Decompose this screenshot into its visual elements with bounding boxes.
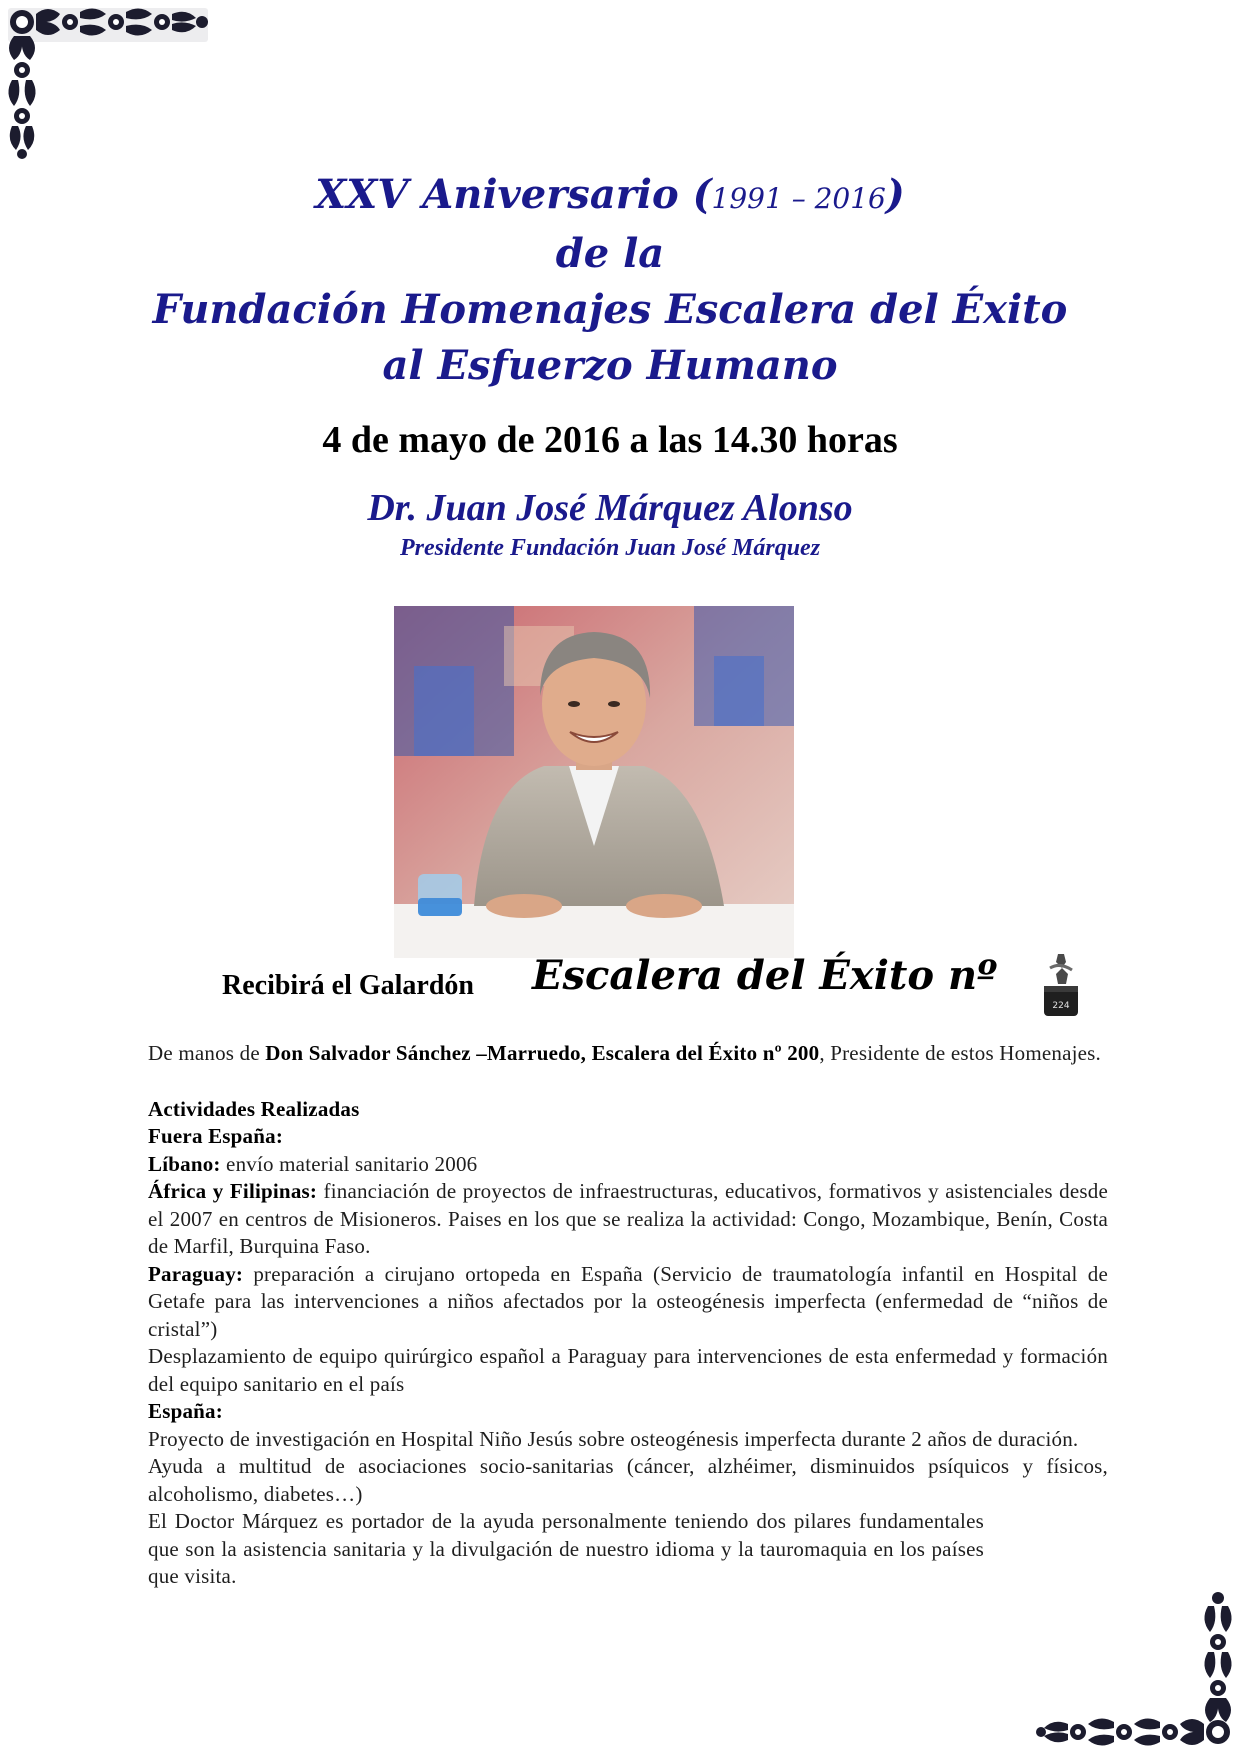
ornament-corner-bottom-right-icon bbox=[1035, 1584, 1240, 1754]
ornament-corner-top-left-icon bbox=[0, 0, 215, 160]
honoree-name: Dr. Juan José Márquez Alonso bbox=[367, 487, 853, 529]
title-block bbox=[0, 168, 1220, 394]
trophy-icon bbox=[1034, 950, 1088, 1020]
trophy-number: 224 bbox=[1052, 1001, 1070, 1011]
africa-item: África y Filipinas: financiación de proyectos de infraestructuras, educativos, formativos y asistenciales desde el 2007 en centros de Misioneros. Paises en los que se realiza la actividad: Congo, Mozambique, Benín, Costa de Marfil, Burquina Faso. bbox=[148, 1179, 1108, 1258]
honoree-photo bbox=[394, 606, 794, 958]
title-line-2: de la bbox=[555, 230, 665, 277]
title-line-4: al Esfuerzo Humano bbox=[382, 342, 838, 389]
presenter-name: Don Salvador Sánchez –Marruedo, Escalera del Éxito nº 200 bbox=[265, 1041, 820, 1065]
spain-heading: España: bbox=[148, 1399, 223, 1423]
event-date: 4 de mayo de 2016 a las 14.30 horas bbox=[322, 419, 898, 461]
title-years: 1991 – 2016 bbox=[711, 182, 886, 215]
award-line bbox=[222, 950, 1102, 1020]
title-line-1: XXV Aniversario (1991 – 2016) bbox=[315, 171, 905, 218]
lebanon-item: Líbano: envío material sanitario 2006 bbox=[148, 1151, 478, 1176]
body-text bbox=[148, 1040, 1108, 1591]
spain-item-1: Proyecto de investigación en Hospital Niño Jesús sobre osteogénesis imperfecta durante 2 años de duración. bbox=[148, 1426, 1079, 1451]
outside-spain-heading: Fuera España: bbox=[148, 1124, 284, 1148]
closing-paragraph: El Doctor Márquez es portador de la ayuda personalmente teniendo dos pilares fundamentales que son la asistencia sanitaria y la divulgación de nuestro idioma y la tauromaquia en los países que visita. bbox=[148, 1509, 984, 1588]
paraguay-item-2: Desplazamiento de equipo quirúrgico español a Paraguay para intervenciones de esta enfermedad y formación del equipo sanitario en el país bbox=[148, 1344, 1108, 1396]
intro-paragraph: De manos de Don Salvador Sánchez –Marruedo, Escalera del Éxito nº 200, Presidente de estos Homenajes. bbox=[148, 1041, 1101, 1065]
title-line-3: Fundación Homenajes Escalera del Éxito bbox=[152, 286, 1068, 333]
spain-item-2: Ayuda a multitud de asociaciones socio-sanitarias (cáncer, alzhéimer, disminuidos psíquicos y físicos, alcoholismo, diabetes…) bbox=[148, 1454, 1108, 1506]
award-name: Escalera del Éxito nº bbox=[532, 952, 998, 999]
activities-heading: Actividades Realizadas bbox=[148, 1096, 360, 1121]
honoree-role: Presidente Fundación Juan José Márquez bbox=[399, 535, 821, 561]
award-label: Recibirá el Galardón bbox=[222, 970, 474, 1001]
paraguay-item: Paraguay: preparación a cirujano ortopeda en España (Servicio de traumatología infantil en Hospital de Getafe para las intervenciones a niños afectados por la osteogénesis imperfecta (enfermedad de “niños de cristal”) bbox=[148, 1261, 1108, 1341]
